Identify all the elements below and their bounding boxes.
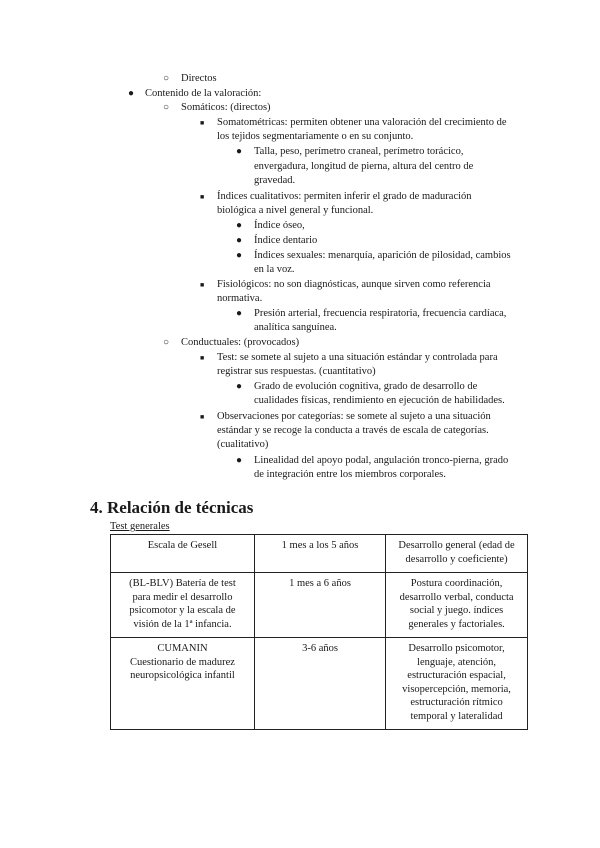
table-cell-line: para medir el desarrollo <box>132 591 233 603</box>
table-cell-line: lenguaje, atención, <box>417 656 497 668</box>
outline-item-observaciones-cont: estándar y se recoge la conducta a través de escala de categorías. <box>217 425 489 436</box>
outline-item-fisiologicos-cont: normativa. <box>217 293 263 304</box>
table-cell-line: neuropsicológica infantil <box>130 670 235 681</box>
table-cell-line: estructuración espacial, <box>407 670 506 681</box>
table-cell <box>111 535 255 573</box>
outline-item-contenido: Contenido de la valoración: <box>145 88 262 99</box>
table-cell-line: 3-6 años <box>302 643 338 654</box>
circle-bullet-icon: ○ <box>163 337 170 348</box>
table-cell <box>254 535 385 573</box>
outline-item-indices: Índices cualitativos: permiten inferir el grado de maduración <box>217 191 472 202</box>
table-cell <box>254 573 385 638</box>
outline-item-indice-oseo: Índice óseo, <box>254 220 305 231</box>
disc-bullet-icon: ● <box>236 381 243 392</box>
square-bullet-icon: ■ <box>200 281 205 289</box>
square-bullet-icon: ■ <box>200 193 205 201</box>
outline-item-linealidad-cont: de integración entre los miembros corporales. <box>254 469 446 480</box>
disc-bullet-icon: ● <box>128 88 135 99</box>
outline-item-fisiologicos: Fisiológicos: no son diagnósticas, aunque sirven como referencia <box>217 279 491 290</box>
techniques-table <box>110 534 528 730</box>
outline-item-grado: Grado de evolución cognitiva, grado de desarrollo de <box>254 381 478 392</box>
table-row <box>111 535 528 573</box>
table-cell <box>111 638 255 730</box>
outline-item-somaticos: Somáticos: (directos) <box>181 102 271 113</box>
outline-item-linealidad: Linealidad del apoyo podal, angulación tronco-pierna, grado <box>254 455 509 466</box>
disc-bullet-icon: ● <box>236 146 243 157</box>
table-cell <box>386 535 528 573</box>
outline-item-observaciones-cont2: (cualitativo) <box>217 439 269 450</box>
circle-bullet-icon: ○ <box>163 102 170 113</box>
table-cell-line: desarrollo y coeficiente) <box>405 553 508 565</box>
outline-item-indices-sexuales-cont: en la voz. <box>254 264 295 275</box>
table-cell-line: estructuración rítmico <box>410 697 503 708</box>
square-bullet-icon: ■ <box>200 413 205 421</box>
circle-bullet-icon: ○ <box>163 73 170 84</box>
table-cell-line: psicomotor y la escala de <box>129 605 236 616</box>
outline-item-indice-dentario: Índice dentario <box>254 235 318 246</box>
outline-item-indices-cont: biológica a nivel general y funcional. <box>217 205 374 216</box>
disc-bullet-icon: ● <box>236 250 243 261</box>
disc-bullet-icon: ● <box>236 220 243 231</box>
table-cell-line: 1 mes a 6 años <box>289 578 351 589</box>
table-cell-line: (BL-BLV) Batería de test <box>129 578 236 589</box>
outline-item-test-cont: registrar sus respuestas. (cuantitativo) <box>217 366 376 377</box>
table-cell-line: 1 mes a los 5 años <box>281 540 359 551</box>
square-bullet-icon: ■ <box>200 354 205 362</box>
outline-item-presion-cont: analítica sanguínea. <box>254 322 337 333</box>
table-cell-line: Postura coordinación, <box>410 578 503 589</box>
table-cell <box>386 573 528 638</box>
table-cell <box>111 573 255 638</box>
outline-item-somatometricas-cont: los tejidos segmentariamente o en su conjunto. <box>217 131 414 142</box>
table-cell-line: Desarrollo psicomotor, <box>408 643 505 654</box>
table-cell-line: temporal y lateralidad <box>410 710 503 722</box>
table-cell-line: generales y factoriales. <box>408 618 505 630</box>
square-bullet-icon: ■ <box>200 119 205 127</box>
table-cell <box>386 638 528 730</box>
outline-item-somatometricas: Somatométricas: permiten obtener una valoración del crecimiento de <box>217 117 507 128</box>
table-cell-line: Cuestionario de madurez <box>129 656 235 668</box>
table-cell-line: desarrollo verbal, conducta <box>399 591 514 603</box>
disc-bullet-icon: ● <box>236 455 243 466</box>
outline-item-presion: Presión arterial, frecuencia respiratoria, frecuencia cardíaca, <box>254 308 507 319</box>
outline-item-test: Test: se somete al sujeto a una situación estándar y controlada para <box>217 352 498 363</box>
table-row <box>111 573 528 638</box>
table-cell-line: CUMANIN <box>157 643 208 654</box>
outline-item-conductuales: Conductuales: (provocados) <box>181 337 300 348</box>
table-cell-line: visopercepción, memoria, <box>402 683 511 695</box>
outline-item-indices-sexuales: Índices sexuales: menarquía, aparición de pilosidad, cambios <box>254 250 511 261</box>
table-cell <box>254 638 385 730</box>
disc-bullet-icon: ● <box>236 235 243 246</box>
table-cell-line: Desarrollo general (edad de <box>398 540 515 551</box>
table-row <box>111 638 528 730</box>
disc-bullet-icon: ● <box>236 308 243 319</box>
outline-item-talla: Talla, peso, perímetro craneal, perímetro torácico, <box>254 146 464 157</box>
section-heading: 4. Relación de técnicas <box>90 498 254 517</box>
table-cell-line: visión de la 1ª infancia. <box>133 618 232 630</box>
table-cell-line: social y juego. índices <box>409 605 504 616</box>
outline-item-observaciones: Observaciones por categorías: se somete al sujeto a una situación <box>217 411 491 422</box>
section-subtitle: Test generales <box>110 521 170 532</box>
outline-item-directos: Directos <box>181 73 217 84</box>
outline-item-talla-cont: envergadura, longitud de pierna, altura del centro de <box>254 161 474 172</box>
outline-item-talla-cont2: gravedad. <box>254 175 296 186</box>
table-cell-line: Escala de Gesell <box>147 540 218 551</box>
outline-item-grado-cont: cualidades físicas, rendimiento en ejecución de habilidades. <box>254 395 505 406</box>
